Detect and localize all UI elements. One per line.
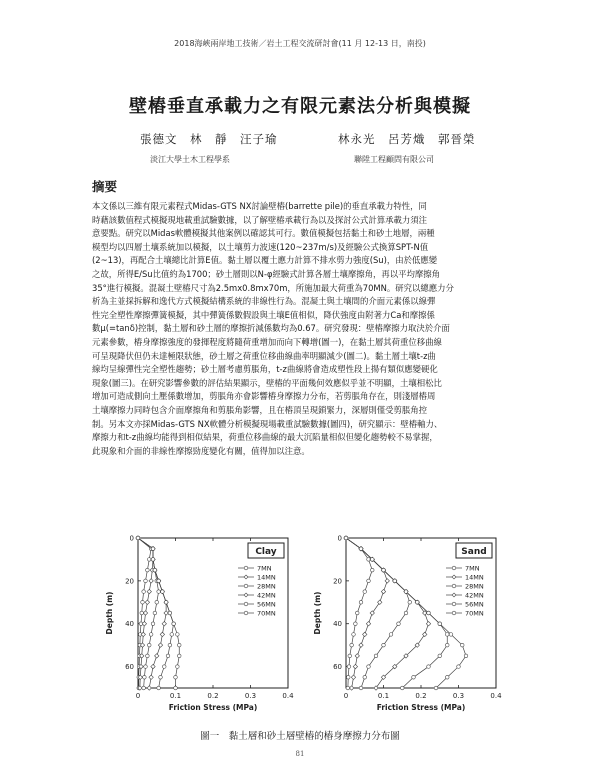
data-point (155, 654, 159, 658)
data-point (366, 622, 370, 626)
data-point (378, 600, 382, 604)
legend-label: 56MN (465, 600, 484, 609)
data-point (170, 633, 174, 637)
y-tick-label: 0 (129, 534, 134, 543)
data-point (143, 675, 147, 679)
abstract-line: 時藉該數值程式模擬現地載重試驗數據，以了解壁樁承載行為以及探討公式計算承載力須注 (92, 214, 427, 225)
data-point (354, 622, 358, 626)
data-point (157, 579, 161, 583)
data-point (352, 633, 356, 637)
legend-label: 70MN (257, 609, 276, 618)
data-point (460, 643, 464, 647)
legend-marker (452, 593, 456, 597)
data-point (151, 622, 155, 626)
data-point (177, 654, 181, 658)
conference-header: 2018海峽兩岸地工技術／岩土工程交流研討會(11 月 12-13 日，南投) (174, 39, 426, 48)
series-line-56MN (346, 538, 447, 688)
legend-marker (244, 602, 248, 606)
data-point (363, 590, 367, 594)
data-point (151, 664, 155, 668)
data-point (146, 568, 150, 572)
data-point (427, 611, 431, 615)
legend-label: 14MN (465, 573, 484, 582)
data-point (142, 590, 146, 594)
data-point (162, 622, 166, 626)
data-point (367, 665, 371, 669)
data-point (346, 675, 350, 679)
data-point (445, 633, 449, 637)
data-point (177, 643, 181, 647)
authors-right: 林永光 呂芳熾 郭晉榮 (338, 132, 476, 146)
data-point (355, 611, 359, 615)
abstract-line: 之故，所得E/Su比值約為1700；砂土層則以N-φ經驗式計算各層土壤摩擦角，再以平均摩擦角 (92, 268, 440, 279)
data-point (149, 579, 153, 583)
abstract-heading: 摘要 (92, 179, 118, 194)
data-point (363, 675, 367, 679)
affiliation-left: 淡江大學土木工程學系 (150, 155, 230, 164)
data-point (166, 654, 170, 658)
y-axis-label: Depth (m) (105, 591, 114, 635)
data-point (393, 579, 397, 583)
abstract-line: 析為主並採拆解和逸代方式模擬結構系統的非線性行為。混凝土與土壤間的介面元素係以線彈 (92, 296, 436, 307)
data-point (151, 558, 155, 562)
data-point (457, 665, 461, 669)
data-point (445, 675, 449, 679)
chart-title: Sand (461, 547, 487, 557)
abstract-line: (2~13)，再配合土壤總比計算E值。黏土層以覆土應力計算不排水剪力強度(Su)，由於低應變 (92, 255, 438, 266)
x-tick-label: 0.4 (490, 692, 502, 700)
x-tick-label: 0 (135, 692, 141, 700)
abstract-line: 可呈現降伏但仍未達極限狀態，砂土層之荷重位移曲線曲率明顯減少(圖二)。黏土層土壤t-z曲 (92, 350, 436, 361)
data-point (155, 600, 159, 604)
data-point (348, 654, 352, 658)
legend-label: 28MN (465, 582, 484, 591)
data-point (347, 665, 351, 669)
abstract-line: 摩擦力和t-z曲線均能得到相似結果，荷重位移曲線的最大沉陷量相似但變化趨勢較不易掌握， (92, 432, 438, 443)
data-point (382, 568, 386, 572)
paper-title: 壁樁垂直承載力之有限元素法分析與模擬 (129, 96, 471, 117)
data-point (350, 643, 354, 647)
legend-marker (244, 566, 248, 570)
data-point (149, 675, 153, 679)
data-point (434, 686, 438, 690)
legend-marker (452, 602, 456, 606)
x-tick-label: 0.1 (169, 692, 182, 700)
data-point (344, 536, 348, 540)
data-point (415, 600, 419, 604)
abstract-line: 本文係以三維有限元素程式Midas-GTS NX討論壁樁(barrette pile)的垂直承載力特性，同 (92, 201, 427, 211)
x-tick-label: 0.3 (244, 692, 257, 700)
y-tick-label: 0 (337, 534, 342, 543)
x-tick-label: 0.1 (377, 692, 390, 700)
data-point (438, 622, 442, 626)
data-point (423, 611, 427, 615)
data-point (385, 579, 389, 583)
data-point (160, 632, 164, 636)
figure-caption: 圖一 黏土層和砂土層壁樁的樁身摩擦力分布圖 (200, 731, 400, 742)
abstract-line: 意要點。研究以Midas軟體模擬其他案例以確認其可行。數值模擬包括黏土和砂土地層，兩種 (92, 228, 435, 239)
data-point (408, 600, 412, 604)
data-point (359, 686, 363, 690)
data-point (353, 664, 357, 668)
y-tick-label: 60 (333, 663, 342, 672)
data-point (464, 654, 468, 658)
legend-label: 7MN (465, 564, 480, 573)
data-point (174, 686, 178, 690)
data-point (142, 686, 146, 690)
y-tick-label: 20 (333, 577, 342, 586)
legend-marker (244, 584, 248, 588)
legend-label: 28MN (257, 582, 276, 591)
abstract-line: 土壤摩擦力同時包含介面摩擦角和剪脹角影響，且在樁頂呈現鎖緊力，深層則僅受剪脹角控 (92, 404, 427, 415)
abstract-line: 增加可造成側向土壓係數增加，剪脹角亦會影響樁身摩擦力分布，若剪脹角存在，則淺層樁周 (92, 391, 436, 402)
data-point (449, 633, 453, 637)
data-point (174, 675, 178, 679)
data-point (141, 600, 145, 604)
legend-label: 42MN (465, 591, 484, 600)
abstract-line: 線均呈線彈性完全塑性趨勢；砂土層考慮剪脹角，t-z曲線將會造成塑性段上揚有類似應變硬化 (92, 364, 438, 375)
x-tick-label: 0.2 (207, 692, 219, 700)
data-point (168, 643, 172, 647)
abstract-line: 性完全塑性摩擦彈簧模擬，其中彈簧係數假設與土壤E值相似，降伏強度由附著力Ca和摩擦係 (92, 309, 435, 320)
data-point (382, 643, 386, 647)
data-point (158, 643, 162, 647)
data-point (168, 611, 172, 615)
data-point (146, 654, 150, 658)
abstract-line: 模型均以四層土壤系統加以模擬，以土壤剪力波速(120~237m/s)及經驗公式換算SPT-N值 (92, 241, 429, 252)
data-point (164, 611, 168, 615)
abstract-line: 35°進行模擬。混凝土壁樁尺寸為2.5mx0.8mx70m，所施加最大荷重為70MN。研究以總應力分 (92, 282, 454, 293)
legend-label: 56MN (257, 600, 276, 609)
legend-marker (244, 593, 248, 597)
legend-label: 7MN (257, 564, 272, 573)
clay-chart-svg (100, 530, 300, 720)
data-point (427, 665, 431, 669)
legend-marker (244, 611, 248, 615)
data-point (157, 686, 161, 690)
affiliation-right: 聯陞工程顧問有限公司 (354, 155, 434, 164)
data-point (149, 633, 153, 637)
data-point (370, 558, 374, 562)
data-point (144, 665, 148, 669)
sand-chart-svg (308, 530, 508, 720)
y-tick-label: 40 (125, 620, 134, 629)
legend-marker (452, 575, 456, 579)
data-point (370, 611, 374, 615)
legend-marker (452, 584, 456, 588)
abstract-line: 現象(圖三)。在研究影響參數的評估結果顯示，壁樁的平面幾何效應似乎並不明顯，土壤相松比 (92, 377, 442, 388)
data-point (389, 633, 393, 637)
abstract-line: 元素參數，樁身摩擦強度的發揮程度將隨荷重增加而向下轉增(圖一)，在黏土層其荷重位移曲線 (92, 336, 442, 347)
data-point (162, 665, 166, 669)
data-point (438, 654, 442, 658)
data-point (143, 611, 147, 615)
data-point (359, 547, 363, 551)
data-point (355, 654, 359, 658)
legend-marker (452, 611, 456, 615)
data-point (374, 654, 378, 658)
y-axis-label: Depth (m) (313, 591, 322, 635)
data-point (370, 568, 374, 572)
data-point (176, 633, 180, 637)
data-point (426, 622, 430, 626)
y-tick-label: 60 (125, 663, 134, 672)
data-point (147, 686, 151, 690)
data-point (349, 686, 353, 690)
data-point (136, 536, 140, 540)
x-axis-label: Friction Stress (MPa) (376, 703, 466, 712)
data-point (381, 589, 385, 593)
data-point (151, 547, 155, 551)
data-point (147, 589, 151, 593)
data-point (397, 622, 401, 626)
data-point (159, 675, 163, 679)
x-tick-label: 0.3 (452, 692, 465, 700)
x-axis-label: Friction Stress (MPa) (168, 703, 258, 712)
data-point (359, 643, 363, 647)
x-tick-label: 0.2 (415, 692, 427, 700)
y-tick-label: 40 (333, 620, 342, 629)
data-point (147, 643, 151, 647)
abstract-line: 數μ(=tanδ)控制，黏土層和砂土層的摩擦折減係數均為0.67。研究發現：壁樁摩擦力取決於介面 (92, 323, 450, 334)
data-point (359, 600, 363, 604)
data-point (363, 632, 367, 636)
data-point (142, 622, 146, 626)
data-point (404, 590, 408, 594)
data-point (145, 600, 149, 604)
data-point (400, 686, 404, 690)
legend-label: 70MN (465, 609, 484, 618)
data-point (423, 632, 427, 636)
data-point (176, 665, 180, 669)
data-point (172, 622, 176, 626)
data-point (153, 568, 157, 572)
legend-label: 42MN (257, 591, 276, 600)
authors-left: 張德文 林 靜 汪子瑜 (140, 132, 278, 146)
chart-title: Clay (255, 547, 277, 557)
data-point (161, 590, 165, 594)
data-point (412, 675, 416, 679)
data-point (367, 579, 371, 583)
abstract-line: 此現象和介面的非線性摩擦勁度變化有關，值得加以注意。 (92, 445, 310, 456)
data-point (144, 579, 148, 583)
y-tick-label: 20 (125, 577, 134, 586)
data-point (404, 611, 408, 615)
abstract-body (92, 200, 520, 458)
page-number: 81 (295, 750, 305, 758)
legend-label: 14MN (257, 573, 276, 582)
data-point (445, 643, 449, 647)
abstract-line: 制。另本文亦採Midas-GTS NX軟體分析模擬現場載重試驗數據(圖四)，研究顯示：壁樁軸力、 (92, 418, 443, 429)
data-point (153, 611, 157, 615)
sand-chart (308, 530, 508, 724)
legend-marker (244, 575, 248, 579)
legend-marker (452, 566, 456, 570)
x-tick-label: 0 (343, 692, 349, 700)
data-point (164, 600, 168, 604)
clay-chart (100, 530, 300, 724)
series-line-14MN (346, 538, 387, 688)
data-point (351, 675, 355, 679)
data-point (141, 632, 145, 636)
data-point (374, 686, 378, 690)
x-tick-label: 0.4 (282, 692, 294, 700)
